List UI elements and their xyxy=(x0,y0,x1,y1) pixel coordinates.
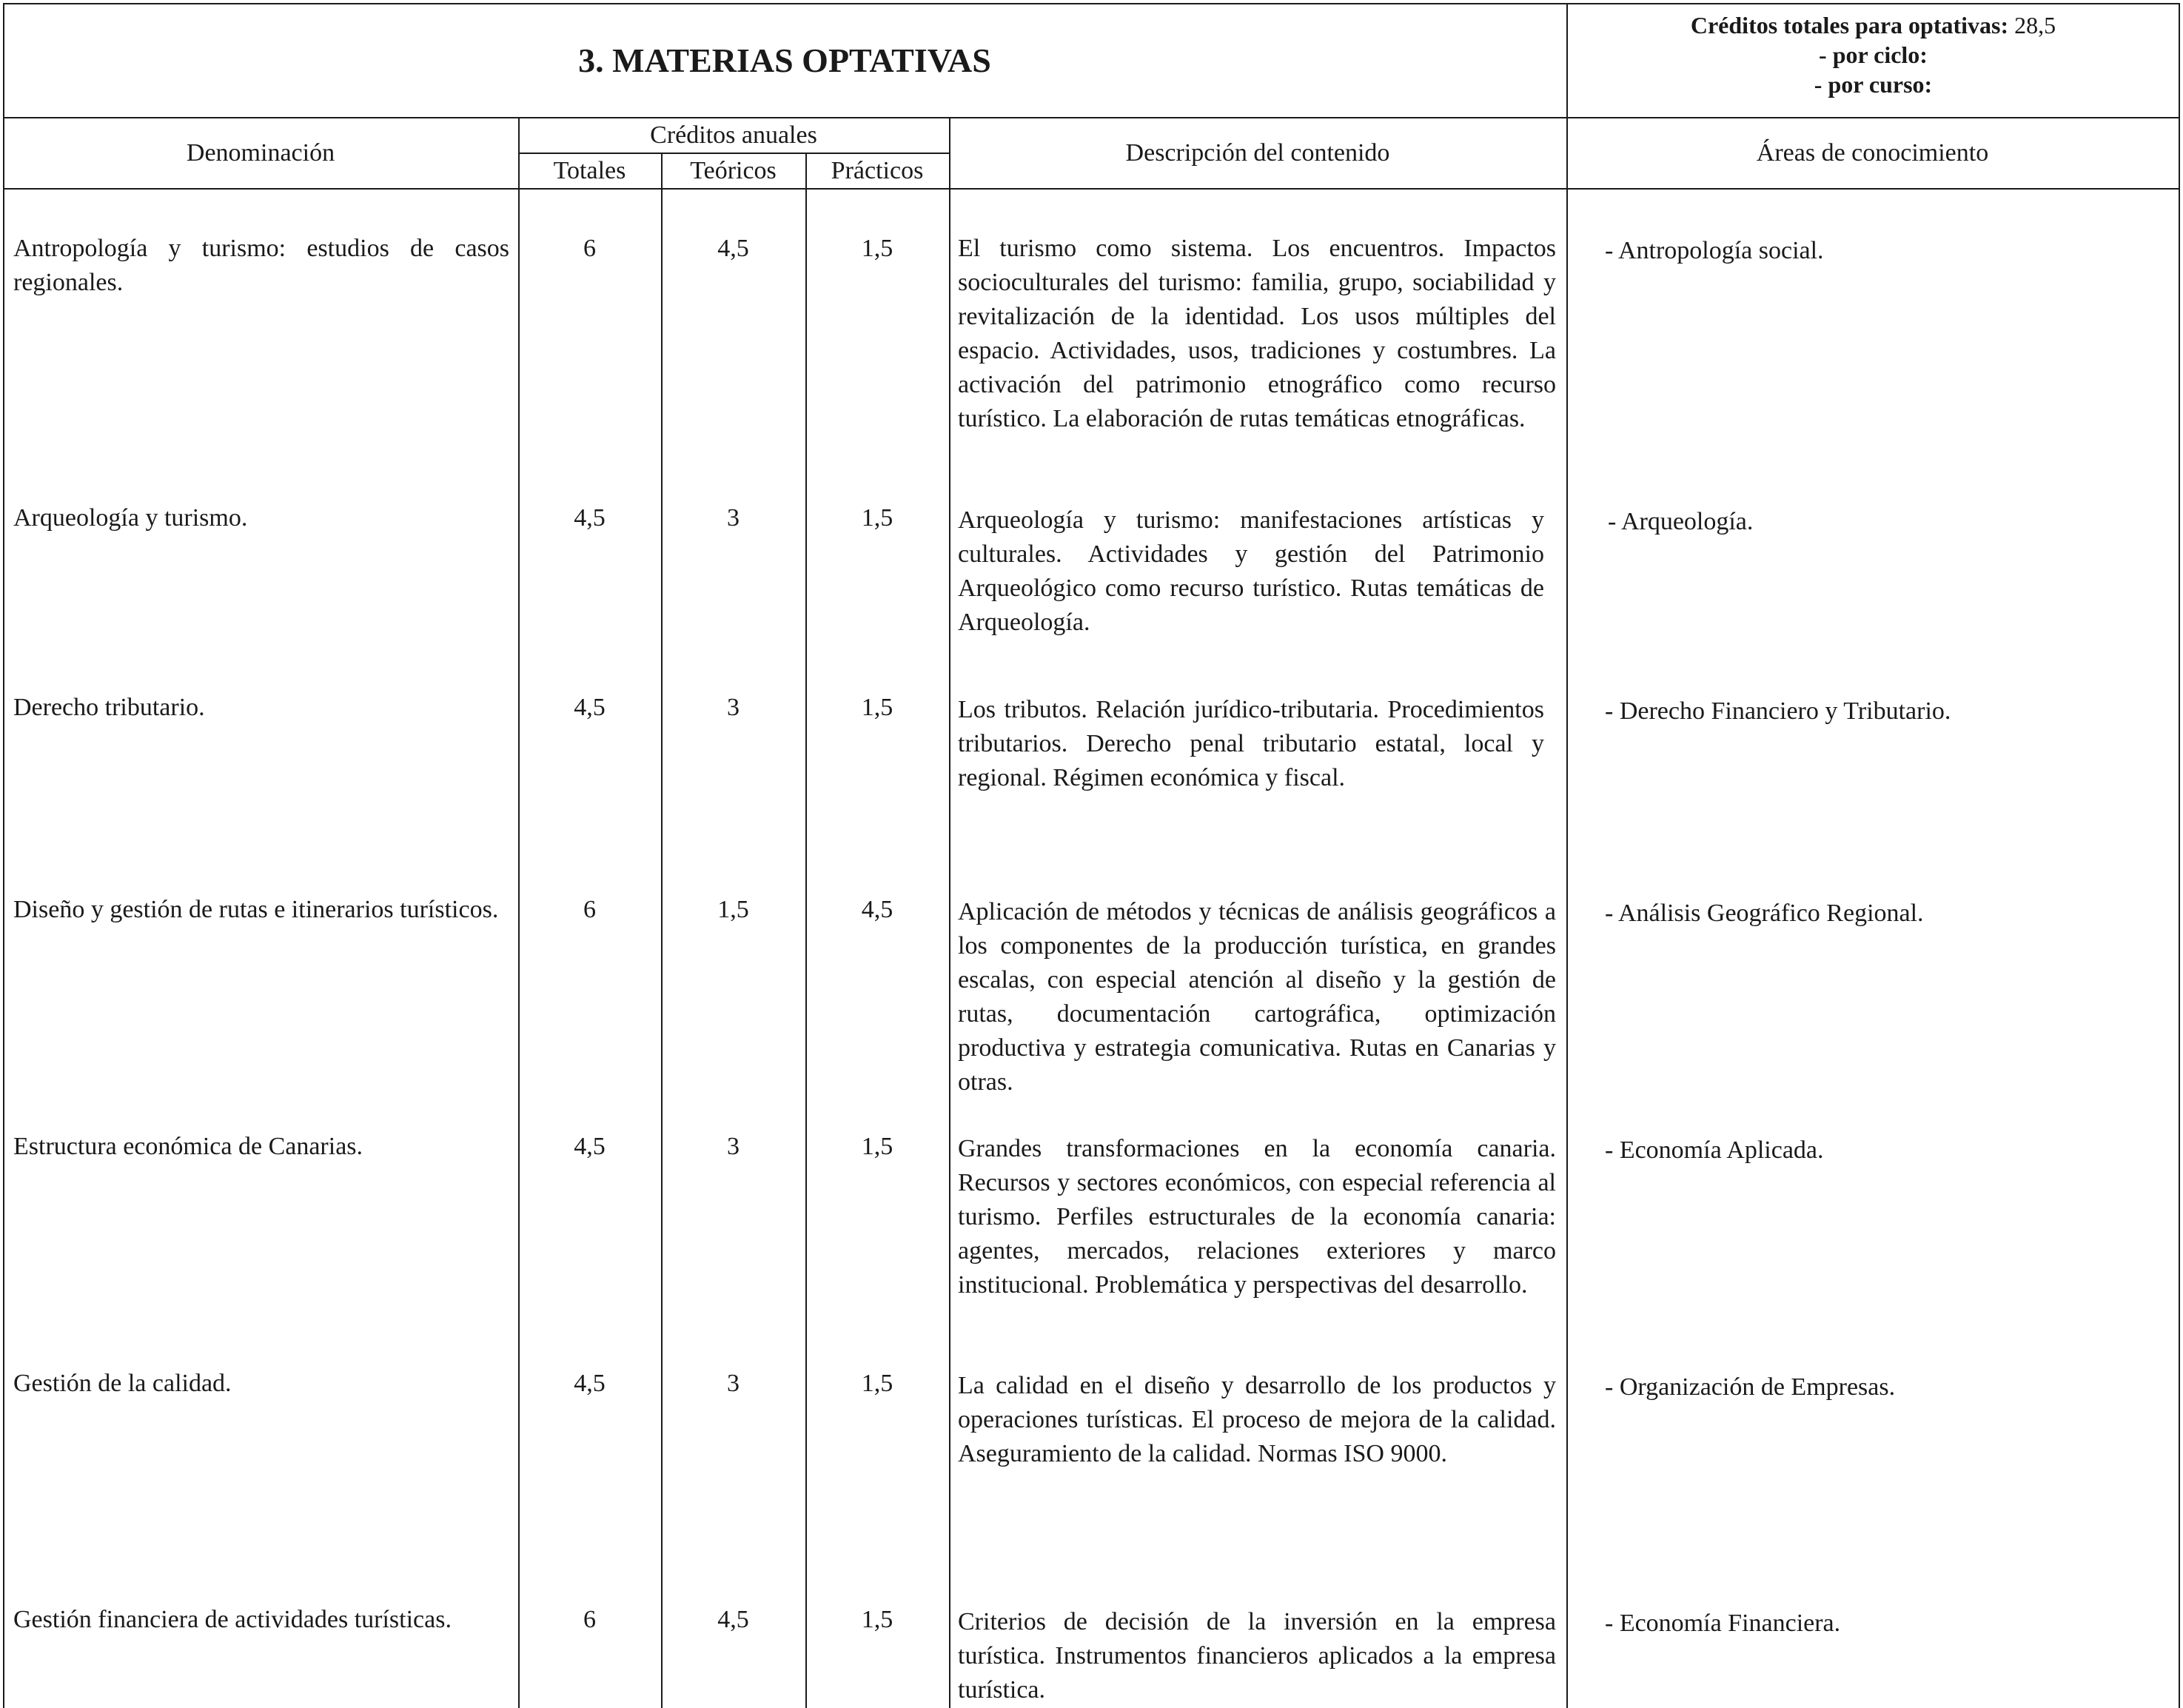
header-practicos: Prácticos xyxy=(831,157,924,184)
title-row-bottom-border xyxy=(3,117,2180,118)
row-6-name: Gestión de la calidad. xyxy=(13,1370,232,1397)
column-divider-teoricos-practicos xyxy=(805,153,807,1708)
row-1-area: - Antropología social. xyxy=(1605,237,1824,264)
credits-per-course: - por curso: xyxy=(1814,71,1933,98)
row-3-teoricos: 3 xyxy=(727,694,740,721)
row-2-name: Arqueología y turismo. xyxy=(13,504,248,532)
row-1-practicos: 1,5 xyxy=(861,235,893,262)
row-3-totales: 4,5 xyxy=(574,694,606,721)
row-6-practicos: 1,5 xyxy=(861,1370,893,1397)
row-2-practicos: 1,5 xyxy=(861,504,893,532)
row-2-totales: 4,5 xyxy=(574,504,606,532)
row-7-totales: 6 xyxy=(583,1606,596,1633)
header-descripcion: Descripción del contenido xyxy=(1125,139,1390,167)
row-5-area: - Economía Aplicada. xyxy=(1605,1136,1824,1164)
header-teoricos: Teóricos xyxy=(690,157,777,184)
row-5-totales: 4,5 xyxy=(574,1133,606,1160)
row-6-teoricos: 3 xyxy=(727,1370,740,1397)
row-1-totales: 6 xyxy=(583,235,596,262)
row-4-practicos: 4,5 xyxy=(861,896,893,923)
row-5-practicos: 1,5 xyxy=(861,1133,893,1160)
header-row-bottom-border xyxy=(3,188,2180,190)
header-areas: Áreas de conocimiento xyxy=(1756,139,1989,167)
row-4-area: - Análisis Geográfico Regional. xyxy=(1605,900,1924,927)
row-1-description: El turismo como sistema. Los encuentros. Impactos socioculturales del turismo: familia, grupo, sociabilidad y revitalización de la identidad. Los usos múltiples del espacio. Actividades, usos, tradiciones y costumbres. La activación del patrimonio etnográfico como recurso turístico. La elaboración de rutas temáticas etnográficas. xyxy=(958,235,1556,432)
header-creditos-anuales: Créditos anuales xyxy=(650,121,817,149)
row-5-teoricos: 3 xyxy=(727,1133,740,1160)
row-3-name: Derecho tributario. xyxy=(13,694,205,721)
row-7-name: Gestión financiera de actividades turísticas. xyxy=(13,1606,452,1633)
row-7-area: - Economía Financiera. xyxy=(1605,1610,1841,1637)
row-4-teoricos: 1,5 xyxy=(717,896,749,923)
row-4-description: Aplicación de métodos y técnicas de análisis geográficos a los componentes de la producción turística, en grandes escalas, con especial atención al diseño y la gestión de rutas, documentación cartográfica, optimización productiva y estrategia comunicativa. Rutas en Canarias y otras. xyxy=(958,898,1556,1096)
credits-total-label: Créditos totales para optativas: xyxy=(1690,12,2009,38)
row-1-name: Antropología y turismo: estudios de casos regionales. xyxy=(13,235,509,296)
row-3-area: - Derecho Financiero y Tributario. xyxy=(1605,697,1951,725)
row-2-teoricos: 3 xyxy=(727,504,740,532)
row-6-description: La calidad en el diseño y desarrollo de los productos y operaciones turísticas. El proceso de mejora de la calidad. Aseguramiento de la calidad. Normas ISO 9000. xyxy=(958,1372,1556,1467)
row-7-teoricos: 4,5 xyxy=(717,1606,749,1633)
row-4-name: Diseño y gestión de rutas e itinerarios turísticos. xyxy=(13,896,499,923)
column-divider-credits-end xyxy=(949,117,950,1708)
table-top-border xyxy=(3,3,2180,4)
credits-total-value: 28,5 xyxy=(2014,12,2056,38)
row-6-totales: 4,5 xyxy=(574,1370,606,1397)
header-totales: Totales xyxy=(553,157,626,184)
row-5-description: Grandes transformaciones en la economía canaria. Recursos y sectores económicos, con especial referencia al turismo. Perfiles estructurales de la economía canaria: agentes, mercados, relaciones exteriores y marco institucional. Problemática y perspectivas del desarrollo. xyxy=(958,1135,1556,1299)
credits-summary xyxy=(1568,10,2179,99)
section-title: 3. MATERIAS OPTATIVAS xyxy=(578,41,991,79)
credits-total-line xyxy=(1568,10,2179,40)
row-4-totales: 6 xyxy=(583,896,596,923)
header-denominacion: Denominación xyxy=(186,139,335,167)
column-divider-totales-teoricos xyxy=(661,153,663,1708)
row-2-area: - Arqueología. xyxy=(1608,508,1754,535)
table-right-border xyxy=(2179,3,2180,1708)
row-1-teoricos: 4,5 xyxy=(717,235,749,262)
row-3-description: Los tributos. Relación jurídico-tributaria. Procedimientos tributarios. Derecho penal tributario estatal, local y regional. Régimen económica y fiscal. xyxy=(958,696,1544,791)
table-left-border xyxy=(3,3,4,1708)
row-7-description: Criterios de decisión de la inversión en la empresa turística. Instrumentos financieros aplicados a la empresa turística. xyxy=(958,1608,1556,1704)
row-3-practicos: 1,5 xyxy=(861,694,893,721)
row-7-practicos: 1,5 xyxy=(861,1606,893,1633)
row-6-area: - Organización de Empresas. xyxy=(1605,1373,1896,1401)
credits-per-cycle: - por ciclo: xyxy=(1819,41,1928,68)
column-divider-description-end xyxy=(1566,3,1568,1708)
row-5-name: Estructura económica de Canarias. xyxy=(13,1133,363,1160)
row-2-description: Arqueología y turismo: manifestaciones artísticas y culturales. Actividades y gestión del Patrimonio Arqueológico como recurso turístico. Rutas temáticas de Arqueología. xyxy=(958,506,1544,636)
